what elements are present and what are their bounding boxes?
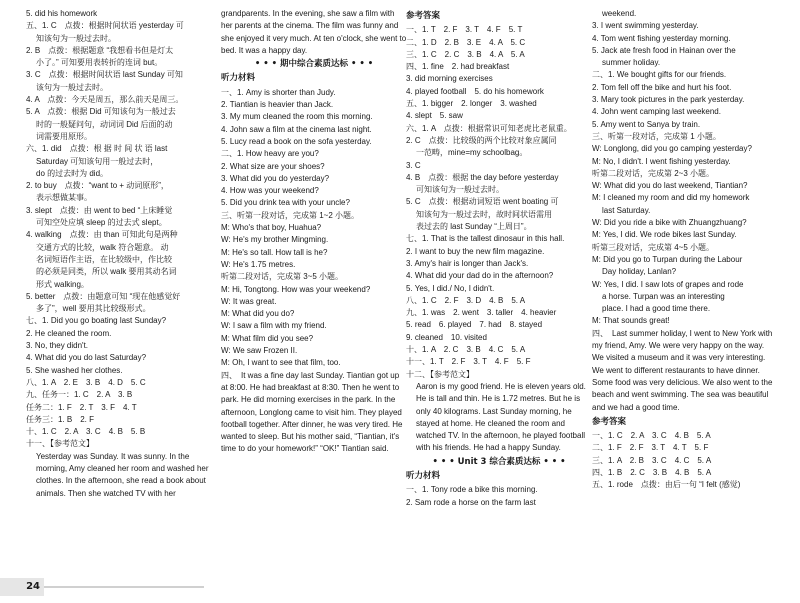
- answer-line: 形式 walking。: [36, 279, 89, 289]
- answer-line: 4. played football 5. do his homework: [406, 86, 544, 96]
- answer-line: 知该句为一般过去时，故时间状语需用: [416, 209, 552, 219]
- answer-line: 知该句为一般过去时。: [36, 33, 116, 43]
- answer-line: 5. Jack ate fresh food in Hainan over the: [592, 45, 736, 55]
- answer-line: 多了”，well 要用其比较级形式。: [36, 304, 151, 314]
- answer-line: 3. My mum cleaned the room this morning.: [221, 112, 373, 122]
- answer-line: W: We saw Frozen II.: [221, 346, 298, 356]
- answer-line: M: What film did you see?: [221, 333, 314, 343]
- section-title: • • • 期中综合素质达标 • • •: [254, 59, 374, 70]
- answer-line: 四、 It was a fine day last Sunday. Tiantian got up at 8:00. He had breakfast at 8:30. Then he went to park. He did morning exercises in the park. In the afternoon, Longlong came to visit him. They played football together. After dinner, he was very tired. He wanted to sleep. But his mother said, “Tiantian, it's time to do your homework!” “OK!” Tiantian said.: [221, 370, 403, 454]
- section-heading: 听力材料: [406, 470, 441, 481]
- answer-line: 3. slept 点拨：由 went to bed “上床睡觉: [26, 205, 173, 215]
- answer-line: do 的过去时为 did。: [36, 168, 109, 178]
- answer-line: 交通方式的比较，walk 符合题意。 动: [36, 242, 169, 252]
- answer-line: 表示想做某事。: [36, 193, 92, 203]
- answer-line: W: What did you do last weekend, Tiantian?: [592, 181, 748, 191]
- answer-line: M: What did you do?: [221, 309, 295, 319]
- answer-line: 3. C: [406, 160, 421, 170]
- answer-line: 4. slept 5. saw: [406, 111, 463, 121]
- answer-line: 一、1. Amy is shorter than Judy.: [221, 87, 336, 97]
- section-heading: 参考答案: [592, 416, 627, 427]
- answer-line: 4. How was your weekend?: [221, 186, 319, 196]
- answer-line: 六、1. A 点拨：根据常识可知老虎比老鼠重。: [406, 123, 572, 133]
- answer-line: 十、1. C 2. A 3. C 4. B 5. B: [26, 427, 146, 437]
- answer-line: 5. She washed her clothes.: [26, 365, 123, 375]
- answer-line: 任务二：1. F 2. T 3. F 4. T: [26, 402, 137, 412]
- answer-line: 5. C 点拨：根据动词短语 went boating 可: [406, 197, 559, 207]
- answer-line: W: Yes, I did. I saw lots of grapes and rode: [592, 279, 744, 289]
- answer-line: 4. walking 点拨：由 than 可知此句是两种: [26, 230, 178, 240]
- column-3: [406, 8, 592, 576]
- answer-line: 听第二段对话，完成第 2~3 小题。: [592, 168, 715, 178]
- section-heading: 听力材料: [221, 73, 256, 84]
- answer-line: 4. Tom went fishing yesterday morning.: [592, 33, 731, 43]
- section-title: • • • Unit 3 综合素质达标 • • •: [432, 456, 566, 467]
- answer-line: 十一、【参考范文】: [26, 439, 94, 449]
- answer-line: 九、1. was 2. went 3. taller 4. heavier: [406, 308, 557, 318]
- answer-line: 三、1. A 2. B 3. C 4. C 5. A: [592, 455, 712, 465]
- answer-line: a horse. Turpan was an interesting: [602, 291, 725, 301]
- answer-line: M: Who's that boy, Huahua?: [221, 223, 322, 233]
- answer-line: 五、1. C 点拨：根据时间状语 yesterday 可: [26, 21, 184, 31]
- answer-line: 八、1. C 2. F 3. D 4. B 5. A: [406, 295, 526, 305]
- answer-line: 9. cleaned 10. visited: [406, 332, 487, 342]
- answer-line: 六、1. did 点拨：根 据 时 间 状 语 last: [26, 144, 168, 154]
- answer-line: 3. I went swimming yesterday.: [592, 21, 699, 31]
- answer-line: 2. B 点拨：根据题意 “我想看书但是灯太: [26, 45, 174, 55]
- answer-line: 四、 Last summer holiday, I went to New York with my friend, Amy. We were very happy on the way. We visited a museum and it was very interesting. We went to different restaurants to have dinner. Some food was very delicious. We also went to the beach and went swimming. The sea was beautiful and we had a good time.: [592, 328, 773, 412]
- answer-line: 十一、1. T 2. F 3. T 4. F 5. F: [406, 357, 531, 367]
- answer-line: 2. Sam rode a horse on the farm last: [406, 497, 536, 507]
- answer-line: 听第二段对话，完成第 3~5 小题。: [221, 272, 344, 282]
- answer-line: 5. did his homework: [26, 9, 98, 18]
- answer-line: 名词短语作主语，在比较级中，作比较: [36, 254, 172, 264]
- answer-line: 任务三：1. B 2. F: [26, 414, 95, 424]
- answer-line: 四、1. B 2. C 3. B 4. B 5. A: [592, 467, 712, 477]
- answer-line: M: Did you go to Turpan during the Labour: [592, 254, 743, 264]
- answer-line: 十、1. A 2. C 3. B 4. C 5. A: [406, 345, 526, 355]
- column-2: [221, 8, 407, 576]
- answer-line: 七、1. That is the tallest dinosaur in this hall.: [406, 234, 565, 244]
- page-footer-rule: [44, 586, 204, 588]
- answer-line: 3. C 点拨：根据时间状语 last Sunday 可知: [26, 70, 183, 80]
- column-1: [26, 8, 212, 576]
- answer-line: Yesterday was Sunday. It was sunny. In the morning, Amy cleaned her room and washed her clothes. In the afternoon, she read a book about animals. Then she watched TV with her: [36, 451, 209, 498]
- answer-line: 3. No, they didn't.: [26, 341, 89, 351]
- answer-line: 4. What did your dad do in the afternoon?: [406, 271, 554, 281]
- answer-line: Aaron is my good friend. He is eleven years old. He is tall and thin. He is 1.72 metres. But he is only 40 kilograms. Last Sunday morning, he stayed at home. He cleaned the room and watched TV. In the afternoon, he played football with his friends. He had a happy Sunday.: [416, 381, 586, 453]
- answer-line: 二、1. F 2. F 3. T 4. T 5. F: [592, 443, 709, 453]
- column-4: [592, 8, 778, 576]
- answer-line: M: No, I didn't. I went fishing yesterday.: [592, 156, 731, 166]
- answer-line: 3. What did you do yesterday?: [221, 173, 330, 183]
- answer-line: weekend.: [602, 9, 637, 18]
- answer-line: 3. Amy's hair is longer than Jack's.: [406, 258, 529, 268]
- answer-line: 4. B 点拨：根据 the day before yesterday: [406, 172, 559, 182]
- answer-line: W: He's my brother Mingming.: [221, 235, 329, 245]
- answer-line: 三、听第一段对话，完成第 1~2 小题。: [221, 210, 360, 220]
- answer-line: 4. What did you do last Saturday?: [26, 353, 147, 363]
- answer-line: grandparents. In the evening, she saw a film with her parents at the cinema. The film was funny and she enjoyed it very much. At ten o'clock, she went to bed. It was a happy day.: [221, 9, 407, 55]
- answer-line: 时的一般疑问句，动词词 Did 后面的动: [36, 119, 173, 129]
- answer-line: Day holiday, Lanlan?: [602, 267, 677, 277]
- answer-line: place. I had a good time there.: [602, 304, 711, 314]
- answer-line: 二、1. D 2. B 3. E 4. A 5. C: [406, 37, 526, 47]
- answer-line: 2. Tom fell off the bike and hurt his foot.: [592, 82, 732, 92]
- answer-line: 四、1. fine 2. had breakfast: [406, 62, 510, 72]
- answer-line: 一、1. T 2. F 3. T 4. F 5. T: [406, 25, 523, 35]
- section-heading: 参考答案: [406, 11, 441, 21]
- answer-line: W: It was great.: [221, 296, 277, 306]
- answer-line: 3. did morning exercises: [406, 74, 493, 84]
- answer-line: 九、任务一：1. C 2. A 3. B: [26, 390, 133, 400]
- answer-line: M: He's so tall. How tall is he?: [221, 247, 328, 257]
- answer-line: 二、1. How heavy are you?: [221, 149, 319, 159]
- answer-line: 5. Lucy read a book on the sofa yesterday.: [221, 136, 372, 146]
- answer-line: 小了。” 可知要用表转折的连词 but。: [36, 58, 163, 68]
- answer-line: 词需要用原形。: [36, 131, 92, 141]
- answer-line: M: I cleaned my room and did my homework: [592, 193, 750, 203]
- answer-line: 2. What size are your shoes?: [221, 161, 325, 171]
- answer-line: 可知空处应填 sleep 的过去式 slept。: [36, 218, 167, 228]
- answer-line: last Saturday.: [602, 205, 651, 215]
- answer-line: M: Yes, I did. We rode bikes last Sunday.: [592, 230, 737, 240]
- answer-line: 5. A 点拨：根据 Did 可知该句为一般过去: [26, 107, 176, 117]
- answer-line: M: Hi, Tongtong. How was your weekend?: [221, 284, 371, 294]
- answer-line: W: He's 1.75 metres.: [221, 259, 296, 269]
- answer-line: 4. A 点拨：今天是周五，那么前天是周三。: [26, 95, 184, 105]
- answer-line: 4. John saw a film at the cinema last night.: [221, 124, 372, 134]
- answer-line: W: Longlong, did you go camping yesterday?: [592, 144, 752, 154]
- answer-line: 5. Yes, I did./ No, I didn't.: [406, 283, 495, 293]
- answer-line: 的必须是同类，所以 walk 要用其动名词: [36, 267, 177, 277]
- answer-line: 一范畴，mine=my schoolbag。: [416, 148, 528, 158]
- answer-line: Saturday 可知该句用一般过去时，: [36, 156, 159, 166]
- answer-line: 三、听第一段对话，完成第 1 小题。: [592, 131, 721, 141]
- answer-line: 一、1. Tony rode a bike this morning.: [406, 485, 538, 495]
- answer-line: 2. Tiantian is heavier than Jack.: [221, 100, 334, 110]
- answer-line: 2. He cleaned the room.: [26, 328, 112, 338]
- answer-line: 一、1. C 2. A 3. C 4. B 5. A: [592, 431, 711, 441]
- answer-line: 二、1. We bought gifts for our friends.: [592, 70, 727, 80]
- answer-line: 十二、【参考范文】: [406, 369, 474, 379]
- answer-line: 5. Did you drink tea with your uncle?: [221, 198, 350, 208]
- answer-line: 2. I want to buy the new film magazine.: [406, 246, 545, 256]
- answer-line: 听第三段对话，完成第 4~5 小题。: [592, 242, 715, 252]
- answer-line: 八、1. A 2. E 3. B 4. D 5. C: [26, 377, 146, 387]
- answer-line: 5. Amy went to Sanya by train.: [592, 119, 701, 129]
- answer-line: 可知该句为一般过去时。: [416, 185, 504, 195]
- answer-line: M: That sounds great!: [592, 316, 670, 326]
- page-number: 24: [0, 578, 44, 596]
- answer-line: 表过去的 last Sunday “上周日”。: [416, 222, 532, 232]
- answer-line: 三、1. C 2. C 3. B 4. A 5. A: [406, 49, 525, 59]
- answer-line: W: Did you ride a bike with Zhuangzhuang?: [592, 218, 747, 228]
- answer-line: 五、1. bigger 2. longer 3. washed: [406, 99, 537, 109]
- answer-line: 2. to buy 点拨：“want to + 动词原形”，: [26, 181, 169, 191]
- answer-line: 3. Mary took pictures in the park yesterday.: [592, 95, 745, 105]
- answer-line: 2. C 点拨：比较级的两个比较对象应属同: [406, 135, 557, 145]
- answer-line: 该句为一般过去时。: [36, 82, 108, 92]
- answer-line: W: I saw a film with my friend.: [221, 321, 327, 331]
- answer-line: 4. John went camping last weekend.: [592, 107, 721, 117]
- answer-line: 5. read 6. played 7. had 8. stayed: [406, 320, 543, 330]
- answer-line: 五、1. rode 点拨：由后一句 “I felt (感觉): [592, 480, 741, 490]
- answer-line: 5. better 点拨：由题意可知 “现在他感觉好: [26, 291, 181, 301]
- answer-line: 七、1. Did you go boating last Sunday?: [26, 316, 167, 326]
- answer-line: summer holiday.: [602, 58, 661, 68]
- answer-line: M: Oh, I want to see that film, too.: [221, 358, 341, 368]
